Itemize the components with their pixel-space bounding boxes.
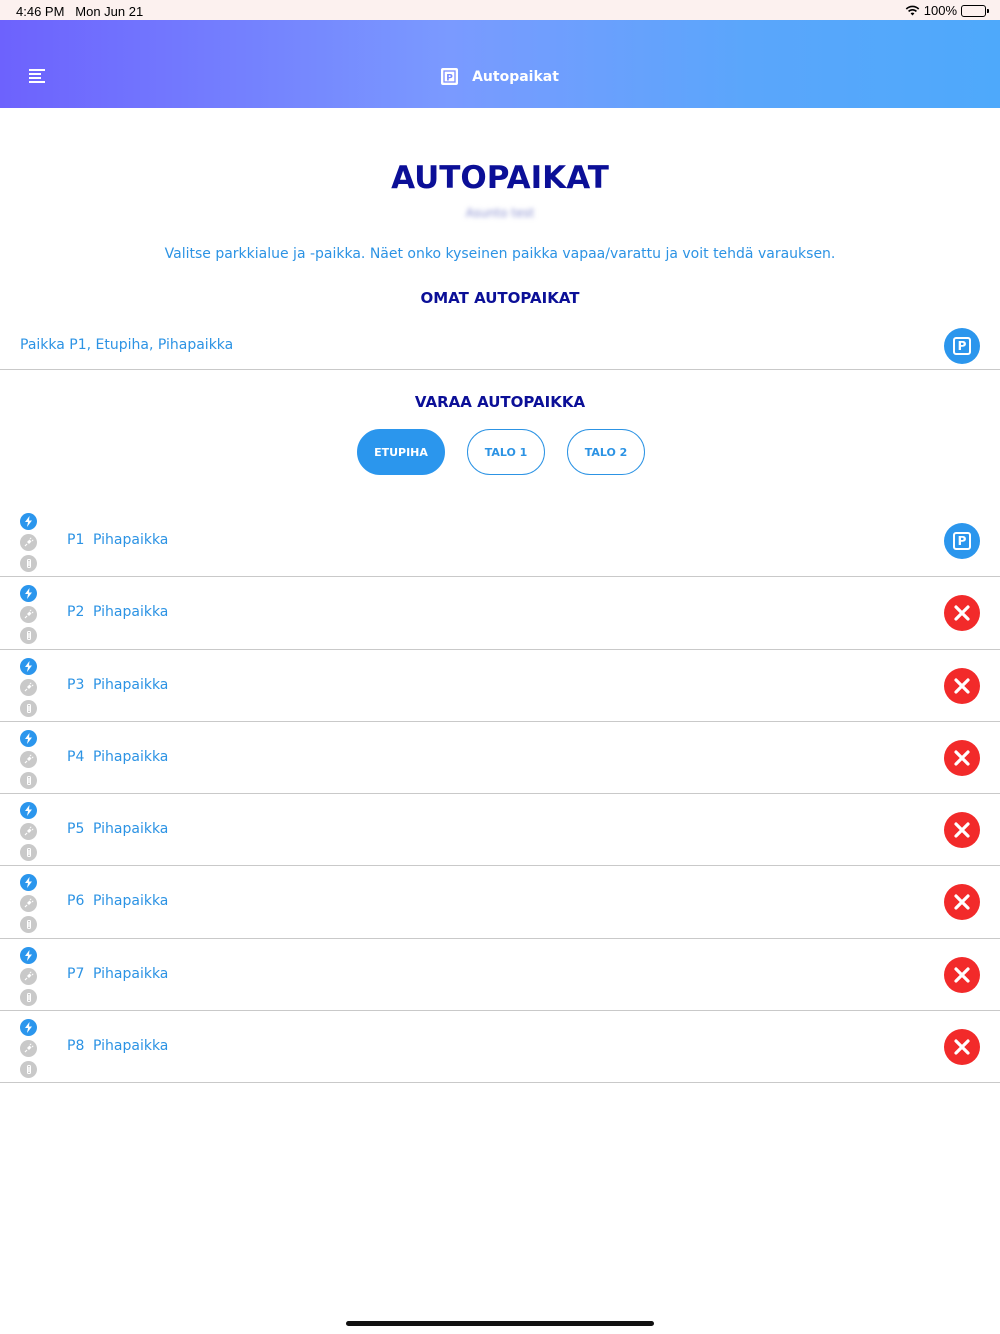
- spot-id: P3: [67, 676, 85, 693]
- spot-type: Pihapaikka: [93, 1038, 169, 1055]
- close-icon[interactable]: [944, 957, 980, 993]
- lightning-icon: [20, 947, 37, 964]
- spot-type: Pihapaikka: [93, 965, 169, 982]
- spot-row[interactable]: [0, 577, 1000, 649]
- page-subtitle: Asunto test: [465, 206, 535, 220]
- spot-id: P7: [67, 965, 85, 982]
- heater-icon: [20, 844, 37, 861]
- spot-row[interactable]: [0, 939, 1000, 1011]
- plug-icon: [20, 968, 37, 985]
- spot-id: P1: [67, 532, 85, 548]
- heater-icon: [20, 772, 37, 789]
- status-bar: [0, 0, 1000, 20]
- lightning-icon: [20, 730, 37, 747]
- battery-percent: 100%: [923, 3, 957, 18]
- lightning-icon: [20, 1019, 37, 1036]
- feature-icons: [20, 1019, 37, 1078]
- spot-row[interactable]: [0, 650, 1000, 722]
- own-spots-heading: OMAT AUTOPAIKAT: [420, 289, 580, 307]
- plug-icon: [20, 679, 37, 696]
- plug-icon: [20, 895, 37, 912]
- plug-icon: [20, 751, 37, 768]
- spot-list: [0, 505, 1000, 1083]
- lightning-icon: [20, 585, 37, 602]
- spot-id: P6: [67, 893, 85, 910]
- close-icon[interactable]: [944, 595, 980, 631]
- feature-icons: [20, 947, 37, 1006]
- status-time: 4:46 PM Mon Jun 21: [16, 4, 144, 19]
- heater-icon: [20, 1061, 37, 1078]
- feature-icons: [20, 730, 37, 789]
- heater-icon: [20, 700, 37, 717]
- close-icon[interactable]: [944, 812, 980, 848]
- feature-icons: [20, 802, 37, 861]
- plug-icon: [20, 1040, 37, 1057]
- spot-type: Pihapaikka: [93, 893, 169, 910]
- lightning-icon: [20, 658, 37, 675]
- close-icon[interactable]: [944, 668, 980, 704]
- spot-type: Pihapaikka: [93, 821, 169, 838]
- intro-text: Valitse parkkialue ja -paikka. Näet onko kyseinen paikka vapaa/varattu ja voit tehdä varauksen.: [164, 246, 836, 262]
- feature-icons: [20, 874, 37, 933]
- spot-id: P8: [67, 1038, 85, 1055]
- spot-row[interactable]: [0, 1011, 1000, 1083]
- reserve-heading: VARAA AUTOPAIKKA: [414, 393, 586, 411]
- parking-icon[interactable]: P: [944, 328, 980, 364]
- plug-icon: [20, 823, 37, 840]
- close-icon[interactable]: [944, 1029, 980, 1065]
- lightning-icon: [20, 874, 37, 891]
- parking-icon[interactable]: P: [944, 523, 980, 559]
- own-spot-row[interactable]: [0, 322, 1000, 370]
- parking-icon: [441, 68, 458, 85]
- close-icon[interactable]: [944, 884, 980, 920]
- spot-id: P5: [67, 821, 85, 838]
- heater-icon: [20, 555, 37, 572]
- tab-talo-2[interactable]: TALO 2: [567, 429, 645, 475]
- nav-bar: [0, 20, 1000, 108]
- plug-icon: [20, 534, 37, 551]
- heater-icon: [20, 989, 37, 1006]
- spot-type: Pihapaikka: [93, 532, 169, 548]
- feature-icons: [20, 585, 37, 644]
- page-title: AUTOPAIKAT: [391, 160, 609, 196]
- spot-type: Pihapaikka: [93, 604, 169, 621]
- spot-type: Pihapaikka: [93, 748, 169, 765]
- spot-id: P2: [67, 604, 85, 621]
- home-indicator: [346, 1321, 654, 1326]
- spot-id: P4: [67, 748, 85, 765]
- heater-icon: [20, 627, 37, 644]
- heater-icon: [20, 916, 37, 933]
- own-spot-label: Paikka P1, Etupiha, Pihapaikka: [20, 337, 234, 353]
- feature-icons: [20, 513, 37, 572]
- svg-text:P: P: [446, 73, 453, 84]
- spot-row[interactable]: [0, 722, 1000, 794]
- spot-row[interactable]: [0, 866, 1000, 938]
- nav-center: [0, 68, 1000, 85]
- lightning-icon: [20, 513, 37, 530]
- wifi-icon: [905, 5, 920, 16]
- plug-icon: [20, 606, 37, 623]
- spot-row[interactable]: [0, 505, 1000, 577]
- feature-icons: [20, 658, 37, 717]
- battery-icon: [961, 5, 986, 17]
- spot-type: Pihapaikka: [93, 676, 169, 693]
- tab-etupiha[interactable]: ETUPIHA: [357, 429, 445, 475]
- lightning-icon: [20, 802, 37, 819]
- area-tabs: [0, 429, 1000, 475]
- status-right: [905, 3, 986, 18]
- nav-title: Autopaikat: [472, 68, 559, 85]
- tab-talo-1[interactable]: TALO 1: [467, 429, 545, 475]
- spot-row[interactable]: [0, 794, 1000, 866]
- close-icon[interactable]: [944, 740, 980, 776]
